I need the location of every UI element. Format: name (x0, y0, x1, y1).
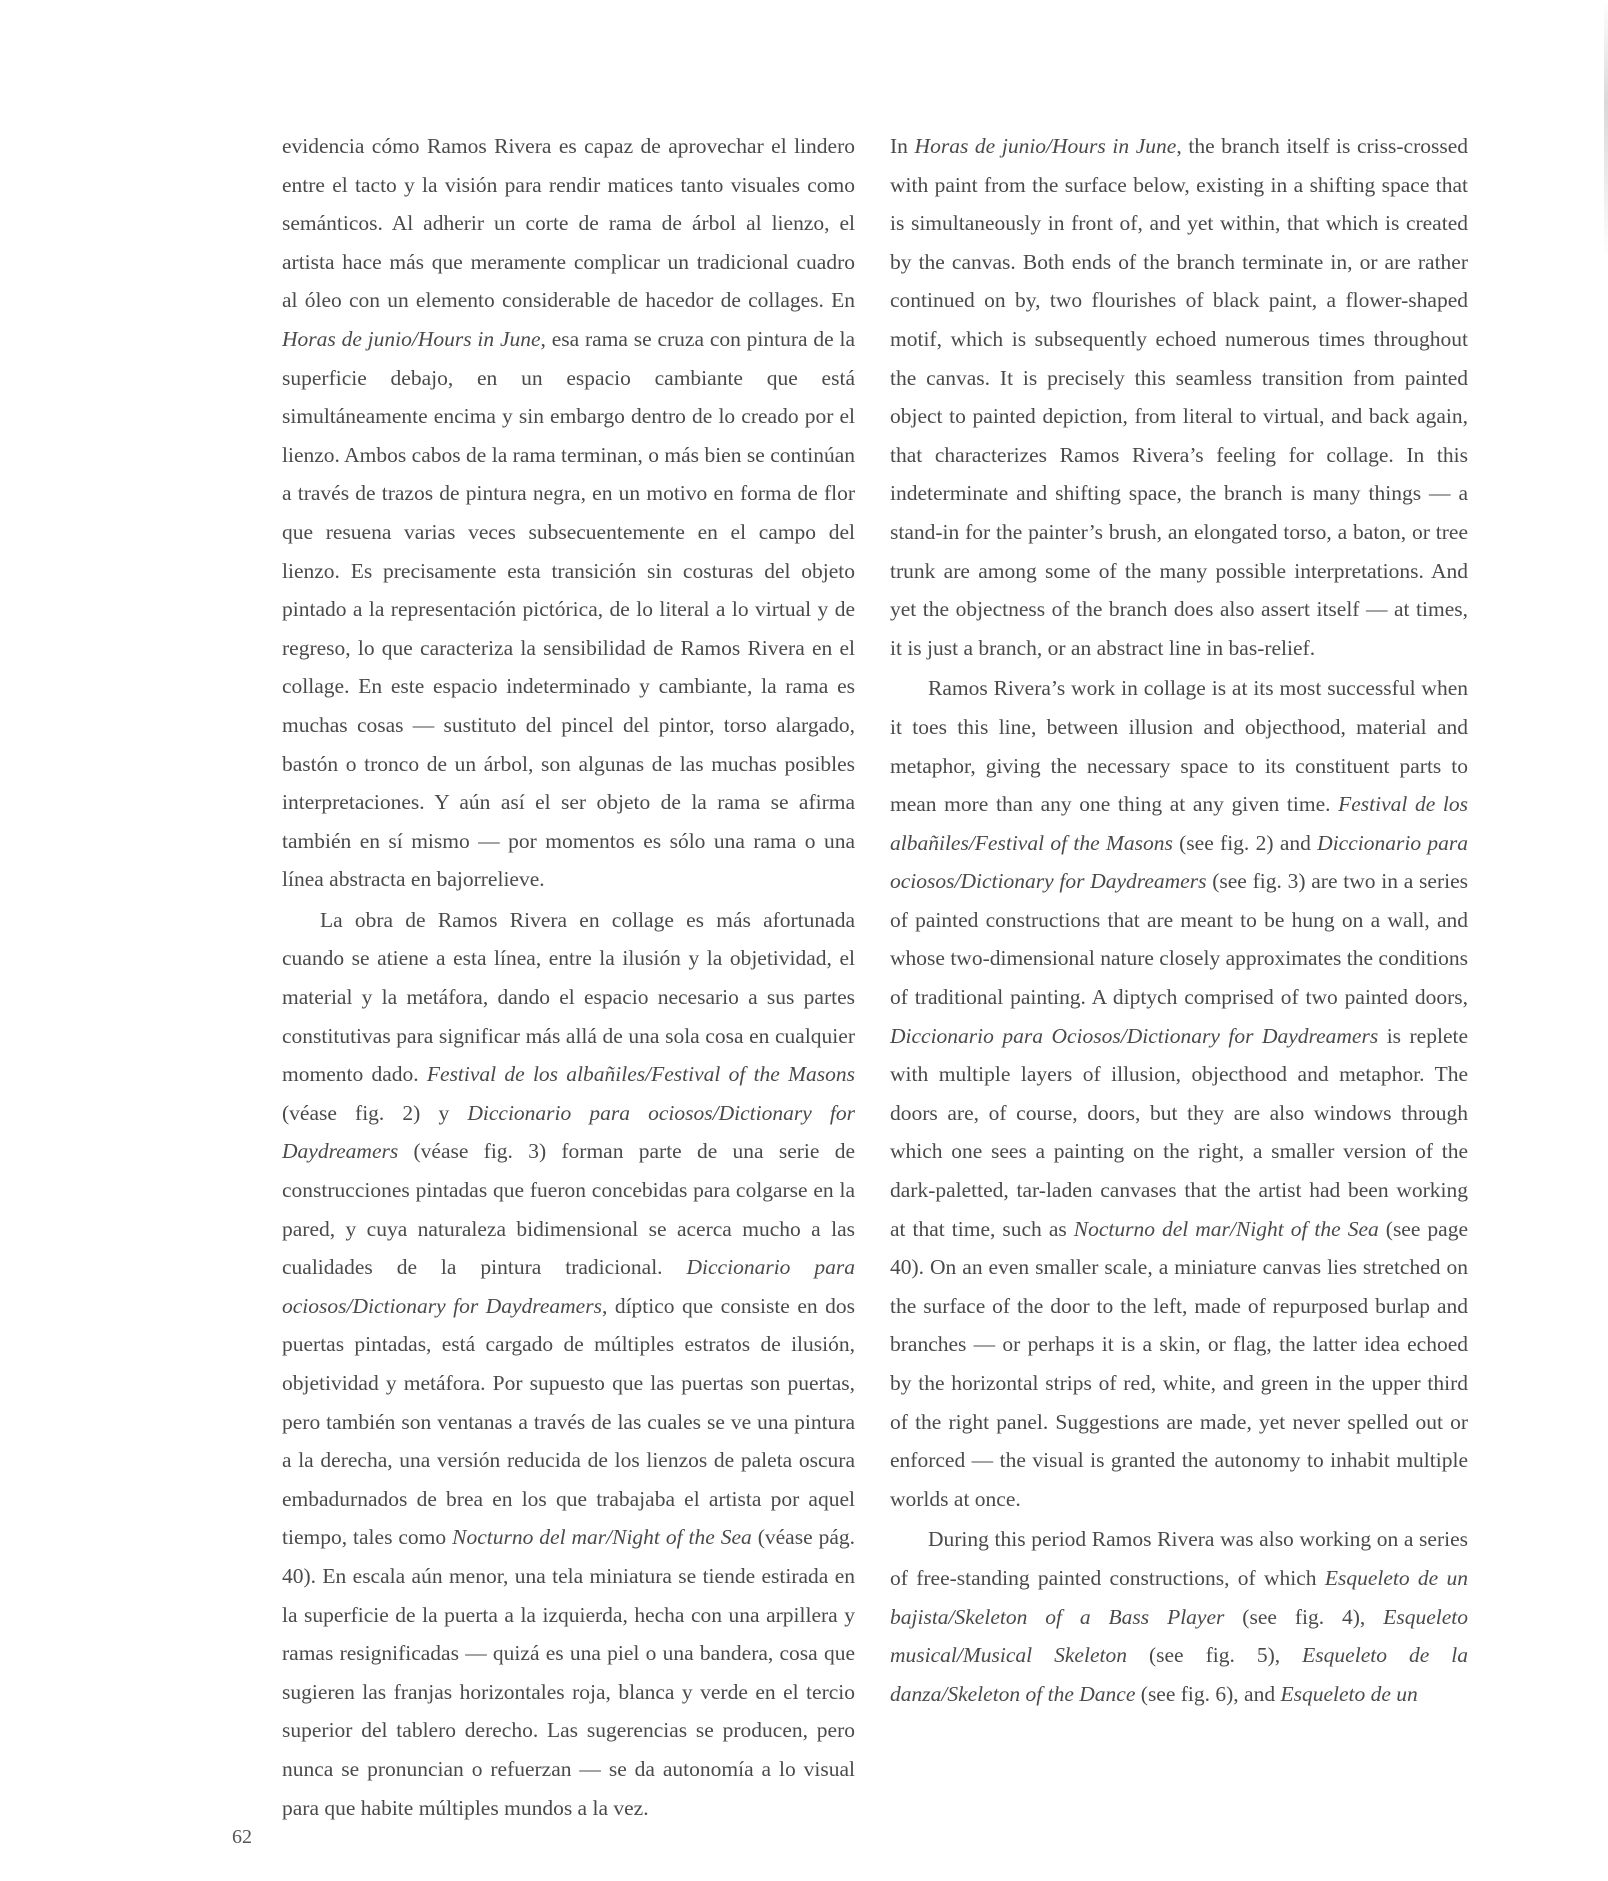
right-column-english (890, 127, 1468, 1715)
paragraph (890, 127, 1468, 667)
paragraph (282, 901, 855, 1827)
text-run: (see fig. 2) and (1172, 830, 1318, 855)
paragraph (282, 127, 855, 899)
text-run: evidencia cómo Ramos Rivera es capaz de aprovechar el lindero entre el tacto y la visión para rendir matices tanto visuales como semánticos. Al adherir un corte de rama de árbol al lienzo, el artista hace más que meramente complicar un tradicional cuadro al óleo con un elemento considerable de hacedor de collages. En (282, 134, 855, 313)
text-run: (véase pág. 40). En escala aún menor, una tela miniatura se tiende estirada en la superficie de la puerta a la izquierda, hecha con una arpillera y ramas resignificadas — quizá es una piel o una bandera, cosa que sugieren las franjas horizontales roja, blanca y verde en el tercio superior del tablero derecho. Las sugerencias se producen, pero nunca se pronuncian o refuerzan — se da autonomía a lo visual para que habite múltiples mundos a la vez. (282, 1525, 855, 1820)
italic-title: Diccionario para ociosos/Dictionary for Daydreamers (282, 1100, 855, 1164)
italic-title: Nocturno del mar/Night of the Sea (1073, 1216, 1379, 1241)
text-run: is replete with multiple layers of illusion, objecthood and metaphor. The doors are, of course, doors, but they are also windows through which one sees a painting on the right, a smaller version of the dark-paletted, tar-laden canvases that the artist had been working at that time, such as (890, 1023, 1469, 1241)
italic-title: Horas de junio/Hours in June (282, 326, 541, 351)
text-run: In (890, 134, 915, 158)
page-number: 62 (232, 1826, 252, 1848)
text-run: (see fig. 6), and (1135, 1681, 1281, 1706)
text-run: (véase fig. 2) y (282, 1100, 468, 1125)
page-edge-shadow (1604, 0, 1608, 260)
paragraph (890, 669, 1468, 1518)
text-run: La obra de Ramos Rivera en collage es más afortunada cuando se atiene a esta línea, entre la ilusión y la objetividad, el material y la metáfora, dando el espacio necesario a sus partes constitutivas para significar más allá de una sola cosa en cualquier momento dado. (282, 907, 855, 1087)
paragraph (890, 1520, 1468, 1713)
italic-title: Esqueleto musical/Musical Skeleton (890, 1604, 1468, 1668)
text-run: , díptico que consiste en dos puertas pintadas, está cargado de múltiples estratos de ilusión, objetividad y metáfora. Por supuesto que las puertas son puertas, pero también son ventanas a través de las cuales se ve una pintura a la derecha, una versión reducida de los lienzos de paleta oscura embadurnados de brea en los que trabajaba el artista por aquel tiempo, tales como (282, 1293, 855, 1550)
text-run: , the branch itself is criss-crossed with paint from the surface below, existing in a shifting space that is simultaneously in front of, and yet within, that which is created by the canvas. Both ends of the branch terminate in, or are rather continued on by, two flourishes of black paint, a flower-shaped motif, which is subsequently echoed numerous times throughout the canvas. It is precisely this seamless transition from painted object to painted depiction, from literal to virtual, and back again, that characterizes Ramos Rivera’s feeling for collage. In this indeterminate and shifting space, the branch is many things — a stand-in for the painter’s brush, an elongated torso, a baton, or tree trunk are among some of the many possible interpretations. And yet the objectness of the branch does also assert itself — at times, it is just a branch, or an abstract line in bas-relief. (890, 134, 1469, 660)
text-run: (see page 40). On an even smaller scale, a miniature canvas lies stretched on the surface of the door to the left, made of repurposed burlap and branches — or perhaps it is a skin, or flag, the latter idea echoed by the horizontal strips of red, white, and green in the upper third of the right panel. Suggestions are made, yet never spelled out or enforced — the visual is granted the autonomy to inhabit multiple worlds at once. (890, 1216, 1468, 1511)
left-column-spanish (282, 127, 855, 1829)
text-run: (see fig. 3) are two in a series of painted constructions that are meant to be hung on a wall, and whose two-dimensional nature closely approximates the conditions of traditional painting. A diptych comprised of two painted doors, (890, 869, 1468, 1010)
italic-title: Esqueleto de la danza/Skeleton of the Dance (890, 1643, 1468, 1706)
text-run: (see fig. 5), (1126, 1643, 1303, 1668)
text-run: (see fig. 4), (1224, 1604, 1384, 1629)
text-run: Ramos Rivera’s work in collage is at its most successful when it toes this line, between illusion and objecthood, material and metaphor, giving the necessary space to its constituent parts to mean more than any one thing at any given time. (890, 676, 1468, 817)
text-run: (véase fig. 3) forman parte de una serie de construcciones pintadas que fueron concebidas para colgarse en la pared, y cuya naturaleza bidimensional se acerca mucho a las cualidades de la pintura tradicional. (282, 1139, 855, 1280)
italic-title: Horas de junio/Hours in June (914, 134, 1177, 158)
italic-title: Festival de los albañiles/Festival of the Masons (426, 1062, 855, 1087)
text-run: , esa rama se cruza con pintura de la superficie debajo, en un espacio cambiante que está simultáneamente encima y sin embargo dentro de lo creado por el lienzo. Ambos cabos de la rama terminan, o más bien se continúan a través de trazos de pintura negra, en un motivo en forma de flor que resuena varias veces subsecuentemente en el campo del lienzo. Es precisamente esta transición sin costuras del objeto pintado a la representación pictórica, de lo literal a lo virtual y de regreso, lo que caracteriza la sensibilidad de Ramos Rivera en el collage. En este espacio indeterminado y cambiante, la rama es muchas cosas — sustituto del pincel del pintor, torso alargado, bastón o tronco de un árbol, son algunas de las muchas posibles interpretaciones. Y aún así el ser objeto de la rama se afirma también en sí mismo — por momentos es sólo una rama o una línea abstracta en bajorrelieve. (282, 326, 855, 892)
italic-title: Festival de los albañiles/Festival of the Masons (890, 792, 1468, 855)
text-run: During this period Ramos Rivera was also working on a series of free-standing painted constructions, of which (890, 1527, 1468, 1590)
italic-title: Esqueleto de un (1280, 1681, 1418, 1706)
italic-title: Nocturno del mar/Night of the Sea (452, 1525, 752, 1550)
italic-title: Diccionario para ociosos/Dictionary for Daydreamers (890, 830, 1468, 894)
italic-title: Esqueleto de un bajista/Skeleton of a Bass Player (890, 1565, 1469, 1629)
italic-title: Diccionario para ociosos/Dictionary for Daydreamers (282, 1255, 855, 1318)
italic-title: Diccionario para Ociosos/Dictionary for Daydreamers (890, 1023, 1379, 1048)
